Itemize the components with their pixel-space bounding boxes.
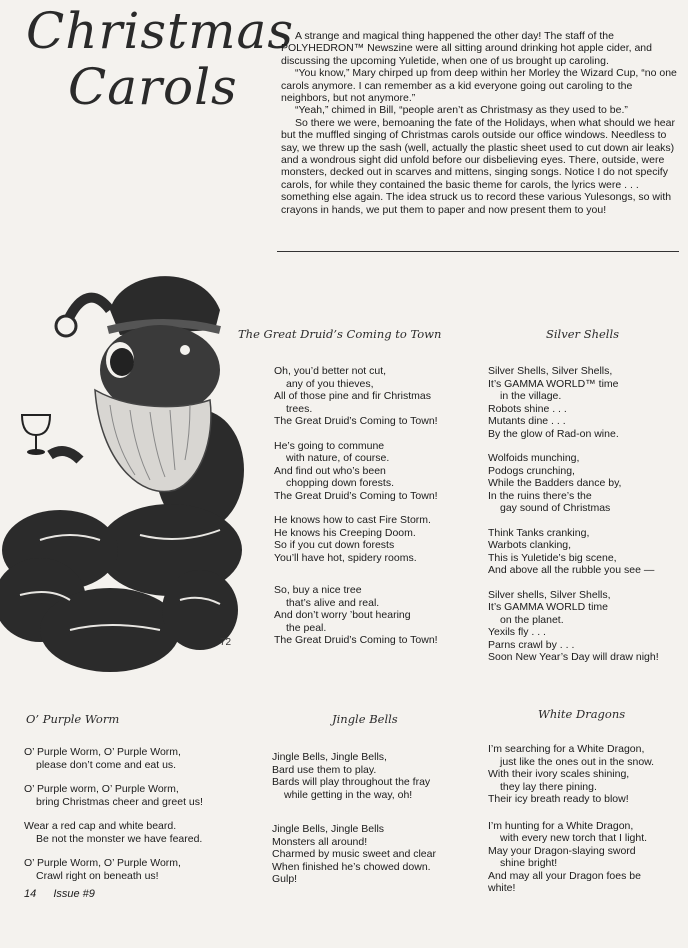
lyric-line: chopping down forests. <box>286 477 394 489</box>
lyric-line: This is Yuletide’s big scene, <box>488 551 617 564</box>
stanza <box>272 751 436 801</box>
stanza <box>488 589 659 664</box>
intro-paragraph: So there we were, bemoaning the fate of the Holidays, when what should we hear but the muffled singing of Christmas carols outside our office windows. Needless to say, we threw up the sash (well, actually the plastic sheet used to cut down air leaks) and a wondrous sight did unfold before our disbelieving eyes. There, outside, were monsters, decked out in scarves and mittens, singing songs. Notice I do not specify carols, for while they contained the basic theme for carols, the lyrics were . . . something else again. The idea struck us to record these various Yulesongs, so with crayons in hands, we put them to paper and now present them to you! <box>281 116 675 216</box>
purple-worm-santa-illustration <box>0 250 250 690</box>
lyric-line: Podogs crunching, <box>488 464 575 477</box>
lyric-line: Charmed by music sweet and clear <box>272 848 436 860</box>
lyric-line: Jingle Bells, Jingle Bells, <box>272 751 387 763</box>
stanza <box>488 743 654 806</box>
issue-label: Issue #9 <box>53 888 95 900</box>
lyric-line: Soon New Year’s Day will draw nigh! <box>488 651 659 663</box>
lyric-line: the peal. <box>286 621 327 634</box>
lyric-line: In the ruins there’s the <box>488 489 592 502</box>
song-white-dragons <box>488 743 654 907</box>
lyric-line: O’ Purple Worm, O’ Purple Worm, <box>24 857 181 869</box>
lyric-line: O’ Purple worm, O’ Purple Worm, <box>24 783 179 795</box>
lyric-line: gay sound of Christmas <box>500 502 611 514</box>
intro-paragraph: “You know,” Mary chirped up from deep within her Morley the Wizard Cup, “no one carols anymore. I can remember as a kid everyone going out caroling to the neighbors, but not anymore.” <box>281 67 677 105</box>
lyric-line: When finished he’s chowed down. <box>272 860 431 873</box>
lyric-line: while getting in the way, oh! <box>284 788 413 801</box>
lyric-line: please don’t come and eat us. <box>36 758 177 771</box>
song-title-jingle-bells: Jingle Bells <box>332 712 398 726</box>
lyric-line: O’ Purple Worm, O’ Purple Worm, <box>24 746 181 758</box>
lyric-line: With their ivory scales shining, <box>488 768 630 780</box>
lyric-line: with nature, of course. <box>286 452 390 464</box>
title-line-2: Carols <box>68 58 238 116</box>
lyric-line: Think Tanks cranking, <box>488 526 590 539</box>
lyric-line: So if you cut down forests <box>274 539 395 551</box>
stanza <box>272 823 436 886</box>
lyric-line: And above all the rubble you see — <box>488 564 655 576</box>
lyric-line: I’m hunting for a White Dragon, <box>488 819 634 832</box>
lyric-line: in the village. <box>500 390 562 402</box>
lyric-line: May your Dragon-slaying sword <box>488 844 636 857</box>
page-number: 14 <box>24 888 37 900</box>
song-title-great-druid: The Great Druid’s Coming to Town <box>238 327 442 341</box>
lyric-line: Bards will play throughout the fray <box>272 776 431 788</box>
lyric-line: Yexils fly . . . <box>488 626 546 638</box>
lyric-line: Robots shine . . . <box>488 402 567 415</box>
lyric-line: And don’t worry ’bout hearing <box>274 609 411 621</box>
lyric-line: Crawl right on beneath us! <box>36 869 159 882</box>
lyric-line: Mutants dine . . . <box>488 415 566 427</box>
lyric-line: bring Christmas cheer and greet us! <box>36 795 203 808</box>
lyric-line: He knows how to cast Fire Storm. <box>274 514 431 526</box>
lyric-line: Be not the monster we have feared. <box>36 832 203 845</box>
stanza <box>24 746 203 771</box>
stanza <box>274 514 438 564</box>
lyric-line: that’s alive and real. <box>286 596 380 609</box>
song-great-druid <box>274 365 438 659</box>
song-title-purple-worm: O’ Purple Worm <box>26 712 120 726</box>
lyric-line: So, buy a nice tree <box>274 584 362 596</box>
lyric-line: He knows his Creeping Doom. <box>274 526 416 539</box>
title-line-1: Christmas <box>26 2 294 60</box>
lyric-line: Wolfoids munching, <box>488 452 580 464</box>
lyric-line: Jingle Bells, Jingle Bells <box>272 823 385 835</box>
lyric-line: Oh, you’d better not cut, <box>274 365 387 377</box>
intro-paragraph: “Yeah,” chimed in Bill, “people aren’t as Christmasy as they used to be.” <box>295 104 628 117</box>
lyric-line: trees. <box>286 402 313 415</box>
lyric-line: And may all your Dragon foes be <box>488 869 641 882</box>
lyric-line: All of those pine and fir Christmas <box>274 390 431 402</box>
stanza <box>24 857 203 882</box>
song-silver-shells <box>488 365 659 676</box>
stanza <box>24 783 203 808</box>
lyric-line: Silver shells, Silver Shells, <box>488 588 611 601</box>
page-footer <box>24 888 109 900</box>
lyric-line: Their icy breath ready to blow! <box>488 793 629 805</box>
lyric-line: Wear a red cap and white beard. <box>24 820 177 832</box>
lyric-line: Parns crawl by . . . <box>488 638 575 651</box>
lyric-line: any of you thieves, <box>286 377 374 390</box>
lyric-line: You’ll have hot, spidery rooms. <box>274 551 417 564</box>
lyric-line: with every new torch that I light. <box>500 832 648 844</box>
stanza <box>274 365 438 428</box>
stanza <box>274 584 438 647</box>
stanza <box>274 440 438 503</box>
stanza <box>24 820 203 845</box>
lyric-line: It’s GAMMA WORLD™ time <box>488 377 619 390</box>
stanza <box>488 452 659 515</box>
lyric-line: By the glow of Rad-on wine. <box>488 427 619 440</box>
lyric-line: Bard use them to play. <box>272 763 377 776</box>
lyric-line: Silver Shells, Silver Shells, <box>488 365 613 377</box>
lyric-line: they lay there pining. <box>500 780 597 793</box>
stanza <box>488 820 654 895</box>
lyric-line: Gulp! <box>272 873 298 885</box>
lyric-line: The Great Druid’s Coming to Town! <box>274 489 438 502</box>
song-title-silver-shells: Silver Shells <box>546 327 620 341</box>
stanza <box>488 527 659 577</box>
lyric-line: While the Badders dance by, <box>488 477 622 489</box>
lyric-line: just like the ones out in the snow. <box>500 755 655 768</box>
lyric-line: It’s GAMMA WORLD time <box>488 601 608 613</box>
lyric-line: on the planet. <box>500 613 564 626</box>
lyric-line: Monsters all around! <box>272 835 368 848</box>
song-purple-worm <box>24 746 203 894</box>
lyric-line: white! <box>488 882 516 894</box>
divider <box>277 251 679 252</box>
lyric-line: And find out who’s been <box>274 464 386 477</box>
song-jingle-bells <box>272 751 436 898</box>
song-title-white-dragons: White Dragons <box>538 707 626 721</box>
page-title <box>26 2 294 116</box>
lyric-line: The Great Druid’s Coming to Town! <box>274 415 438 427</box>
lyric-line: shine bright! <box>500 857 558 869</box>
intro-paragraph: A strange and magical thing happened the other day! The staff of the POLYHEDRON™ Newszine were all sitting around drinking hot apple cider, and discussing the upcoming Yuletide, when one of us brought up caroling. <box>281 30 652 67</box>
lyric-line: He’s going to commune <box>274 439 385 452</box>
lyric-line: The Great Druid’s Coming to Town! <box>274 634 438 646</box>
stanza <box>488 365 659 440</box>
lyric-line: I’m searching for a White Dragon, <box>488 743 645 755</box>
intro-text <box>281 30 677 216</box>
svg-text:72: 72 <box>220 637 232 648</box>
lyric-line: Warbots clanking, <box>488 539 572 551</box>
